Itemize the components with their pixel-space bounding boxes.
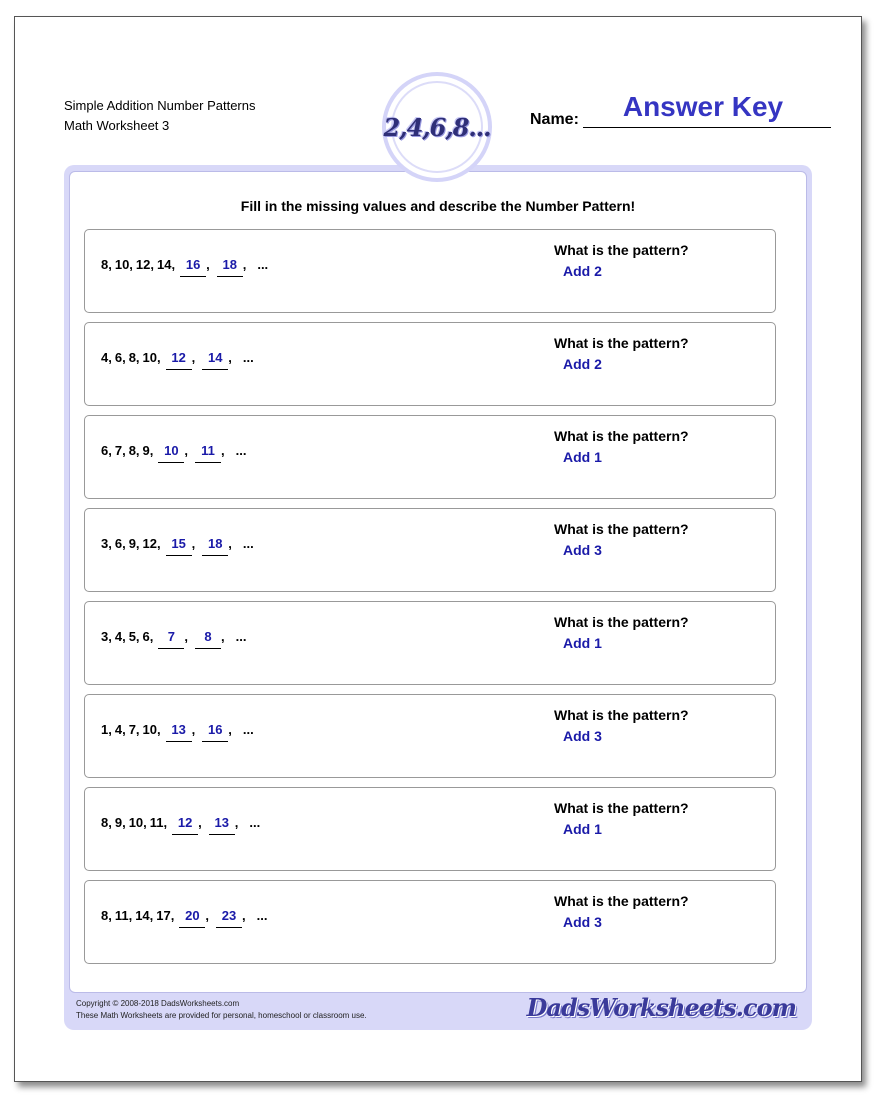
problems-panel: [69, 171, 807, 993]
pattern-answer[interactable]: Add 3: [563, 728, 602, 744]
answer-blank[interactable]: 12: [172, 815, 198, 835]
sequence-number: 6,: [114, 350, 126, 365]
pattern-answer[interactable]: Add 2: [563, 356, 602, 372]
answer-blank[interactable]: 7: [158, 629, 184, 649]
number-sequence: [101, 350, 254, 370]
name-line: [583, 127, 831, 128]
sequence-number: 4,: [114, 722, 126, 737]
ellipsis: ...: [242, 350, 254, 365]
sequence-number: 6,: [114, 536, 126, 551]
comma: ,: [242, 257, 247, 272]
pattern-question: What is the pattern?: [554, 335, 689, 351]
pattern-answer[interactable]: Add 1: [563, 449, 602, 465]
copyright-line: Copyright © 2008-2018 DadsWorksheets.com: [76, 999, 240, 1008]
sequence-number: 10,: [142, 722, 161, 737]
instructions: Fill in the missing values and describe the Number Pattern!: [240, 198, 636, 214]
problems-frame: [64, 165, 812, 1030]
ellipsis: ...: [242, 536, 254, 551]
worksheet-title: [64, 96, 255, 136]
comma: ,: [191, 350, 196, 365]
number-sequence: [101, 815, 260, 835]
usage-line: These Math Worksheets are provided for personal, homeschool or classroom use.: [76, 1011, 367, 1020]
pattern-question: What is the pattern?: [554, 707, 689, 723]
pattern-question: What is the pattern?: [554, 800, 689, 816]
number-sequence: [101, 443, 246, 463]
number-sequence: [101, 722, 254, 742]
comma: ,: [184, 443, 188, 458]
sequence-number: 14,: [135, 908, 154, 923]
sequence-number: 7,: [128, 722, 140, 737]
logo-badge: [382, 72, 492, 182]
sequence-number: 3,: [101, 629, 112, 644]
number-sequence: [101, 257, 268, 277]
logo-text: 2,4,6,8...: [383, 112, 491, 142]
answer-blank[interactable]: 18: [217, 257, 243, 277]
comma: ,: [205, 908, 209, 923]
problem-row: [84, 229, 776, 313]
problem-row: [84, 322, 776, 406]
title-line-2: Math Worksheet 3: [64, 118, 170, 133]
sequence-number: 4,: [114, 629, 126, 644]
sequence-number: 9,: [142, 443, 154, 458]
comma: ,: [184, 629, 188, 644]
comma: ,: [221, 629, 225, 644]
sequence-number: 9,: [114, 815, 126, 830]
comma: ,: [241, 908, 246, 923]
comma: ,: [228, 722, 232, 737]
ellipsis: ...: [249, 815, 261, 830]
sequence-number: 10,: [128, 815, 147, 830]
comma: ,: [206, 257, 210, 272]
sequence-number: 10,: [114, 257, 133, 272]
number-sequence: [101, 536, 254, 556]
pattern-answer[interactable]: Add 1: [563, 821, 602, 837]
answer-blank[interactable]: 13: [209, 815, 235, 835]
sequence-number: 12,: [135, 257, 154, 272]
pattern-question: What is the pattern?: [554, 521, 689, 537]
pattern-question: What is the pattern?: [554, 614, 689, 630]
comma: ,: [191, 536, 196, 551]
pattern-answer[interactable]: Add 3: [563, 914, 602, 930]
answer-blank[interactable]: 16: [202, 722, 228, 742]
comma: ,: [221, 443, 225, 458]
problem-row: [84, 880, 776, 964]
brand-logo: DadsWorksheets.com: [526, 993, 796, 1022]
sequence-number: 8,: [101, 257, 112, 272]
number-sequence: [101, 908, 267, 928]
name-label: Name:: [530, 111, 579, 128]
answer-blank[interactable]: 10: [158, 443, 184, 463]
pattern-question: What is the pattern?: [554, 242, 689, 258]
answer-blank[interactable]: 13: [166, 722, 192, 742]
ellipsis: ...: [256, 908, 268, 923]
sequence-number: 6,: [142, 629, 154, 644]
answer-blank[interactable]: 12: [166, 350, 192, 370]
problem-row: [84, 787, 776, 871]
sequence-number: 11,: [149, 815, 168, 830]
number-sequence: [101, 629, 246, 649]
pattern-answer[interactable]: Add 1: [563, 635, 602, 651]
sequence-number: 1,: [101, 722, 112, 737]
comma: ,: [228, 350, 232, 365]
sequence-number: 14,: [157, 257, 176, 272]
sequence-number: 7,: [114, 443, 126, 458]
ellipsis: ...: [257, 257, 269, 272]
problem-row: [84, 415, 776, 499]
answer-key-text: Answer Key: [622, 91, 784, 122]
pattern-question: What is the pattern?: [554, 428, 689, 444]
ellipsis: ...: [242, 722, 254, 737]
copyright-notice: [76, 998, 367, 1022]
answer-blank[interactable]: 11: [195, 443, 221, 463]
logo-inner-ring: [383, 81, 491, 173]
comma: ,: [191, 722, 196, 737]
answer-blank[interactable]: 20: [179, 908, 205, 928]
sequence-number: 5,: [128, 629, 140, 644]
answer-blank[interactable]: 15: [166, 536, 192, 556]
problem-row: [84, 601, 776, 685]
sequence-number: 17,: [156, 908, 175, 923]
answer-blank[interactable]: 16: [180, 257, 206, 277]
answer-blank[interactable]: 14: [202, 350, 228, 370]
sequence-number: 8,: [128, 443, 140, 458]
comma: ,: [198, 815, 202, 830]
sequence-number: 9,: [128, 536, 140, 551]
sequence-number: 8,: [101, 815, 112, 830]
sequence-number: 10,: [142, 350, 161, 365]
answer-blank[interactable]: 23: [216, 908, 242, 928]
sequence-number: 6,: [101, 443, 112, 458]
sequence-number: 11,: [114, 908, 133, 923]
ellipsis: ...: [235, 443, 247, 458]
ellipsis: ...: [235, 629, 247, 644]
answer-blank[interactable]: 8: [195, 629, 221, 649]
sequence-number: 4,: [101, 350, 112, 365]
pattern-answer[interactable]: Add 2: [563, 263, 602, 279]
sequence-number: 12,: [142, 536, 161, 551]
comma: ,: [234, 815, 239, 830]
sequence-number: 8,: [101, 908, 112, 923]
answer-blank[interactable]: 18: [202, 536, 228, 556]
problem-row: [84, 508, 776, 592]
title-line-1: Simple Addition Number Patterns: [64, 98, 256, 113]
sequence-number: 3,: [101, 536, 112, 551]
comma: ,: [228, 536, 232, 551]
problem-row: [84, 694, 776, 778]
pattern-question: What is the pattern?: [554, 893, 689, 909]
pattern-answer[interactable]: Add 3: [563, 542, 602, 558]
sequence-number: 8,: [128, 350, 140, 365]
